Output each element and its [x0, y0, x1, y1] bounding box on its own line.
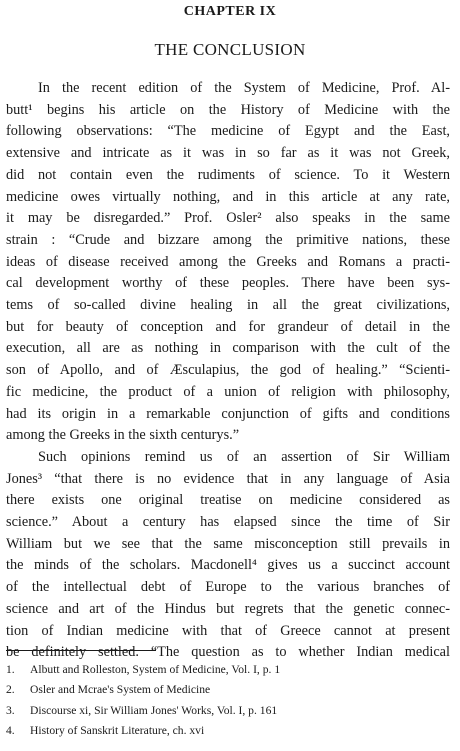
- body-line: science and art of the Hindus but regrets that the genetic connec-: [6, 600, 450, 617]
- body-line: the minds of the scholars. Macdonell⁴ gives us a succinct account: [6, 557, 450, 574]
- footnote-text: Osler and Mcrae's System of Medicine: [30, 683, 211, 697]
- body-line: had its origin in a remarkable conjunction of gifts and conditions: [6, 405, 450, 422]
- footnote-number: 2.: [6, 683, 15, 697]
- body-text: [6, 78, 450, 664]
- body-line: fic medicine, the product of a union of religion with philosophy,: [6, 383, 450, 400]
- footnote-text: Albutt and Rolleston, System of Medicine, Vol. I, p. 1: [30, 663, 281, 676]
- chapter-heading: CHAPTER IX: [183, 4, 277, 19]
- body-line: extensive and intricate as it was in so far as it was not Greek,: [6, 145, 450, 162]
- body-line: cal development worthy of these peoples. There have been sys-: [6, 275, 450, 292]
- body-line: science.” About a century has elapsed since the time of Sir: [6, 514, 450, 531]
- footnote-number: 1.: [6, 663, 15, 676]
- footnote: [6, 680, 450, 700]
- body-line: it may be disregarded.” Prof. Osler² also speaks in the same: [6, 210, 450, 227]
- footnote-number: 4.: [6, 723, 15, 737]
- body-line: following observations: “The medicine of Egypt and the East,: [6, 123, 450, 140]
- body-line: of the intellectual debt of Europe to the various branches of: [6, 579, 450, 596]
- footnote: [6, 721, 450, 741]
- footnote-divider: [6, 650, 156, 651]
- body-line: strain : “Crude and bizzare among the primitive nations, these: [6, 231, 450, 248]
- body-line: son of Apollo, and of Æsculapius, the god of healing.” “Scienti-: [6, 362, 450, 379]
- body-line: ideas of disease received among the Greeks and Romans a practi-: [6, 253, 450, 270]
- body-line: there exists one original treatise on medicine considered as: [6, 492, 450, 509]
- body-line: did not contain even the rudiments of science. To it Western: [6, 166, 450, 183]
- body-line: Jones³ “that there is no evidence that in any language of Asia: [6, 470, 450, 487]
- footnote-number: 3.: [6, 703, 15, 717]
- body-line: Such opinions remind us of an assertion of Sir William: [38, 448, 450, 465]
- body-line: tion of Indian medicine with that of Greece cannot at present: [6, 622, 450, 639]
- body-line: William but we see that the same misconception still prevails in: [6, 535, 450, 552]
- footnote-text: Discourse xi, Sir William Jones' Works, Vol. I, p. 161: [30, 703, 278, 717]
- body-line: tems of so-called divine healing in all the great civilizations,: [6, 297, 450, 314]
- body-line: be definitely settled. “The question as to whether Indian medical: [6, 644, 450, 661]
- body-line: butt¹ begins his article on the History of Medicine with the: [6, 101, 450, 118]
- footnotes: [6, 660, 450, 741]
- body-line: execution, all are as nothing in comparison with the cult of the: [6, 340, 450, 357]
- body-line: In the recent edition of the System of Medicine, Prof. Al-: [38, 80, 450, 96]
- body-line: among the Greeks in the sixth centurys.”: [6, 427, 240, 444]
- body-line: medicine owes virtually nothing, and in this article at any rate,: [6, 188, 450, 205]
- footnote: [6, 701, 450, 721]
- chapter-title: THE CONCLUSION: [154, 40, 306, 59]
- body-line: but for beauty of conception and for grandeur of detail in the: [6, 318, 450, 335]
- footnote: [6, 660, 450, 680]
- footnote-text: History of Sanskrit Literature, ch. xvi: [30, 723, 205, 737]
